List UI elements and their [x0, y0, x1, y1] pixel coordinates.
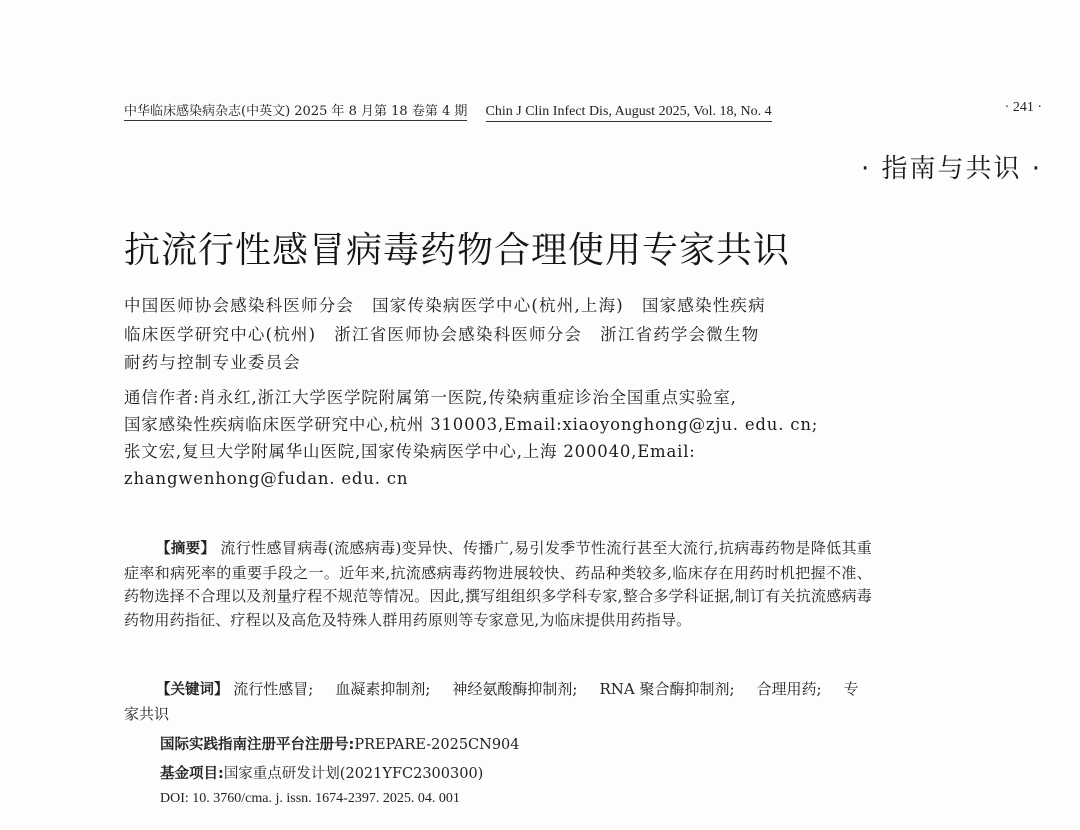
author-org: 国家传染病医学中心(杭州,上海) [372, 296, 624, 315]
correspondence-line: 张文宏,复旦大学附属华山医院,国家传染病医学中心,上海 200040,Email: [124, 442, 696, 461]
author-org: 浙江省医师协会感染科医师分会 [334, 324, 583, 344]
abstract-text: 流行性感冒病毒(流感病毒)变异快、传播广,易引发季节性流行甚至大流行,抗病毒药物是降低其重症率和病死率的重要手段之一。近年来,抗流感病毒药物进展较快、药品种类较多,临床存在用药时机把握不准、药物选择不合理以及剂量疗程不规范等情况。因此,撰写组组织多学科专家,整合多学科证据,制订有关抗流感病毒药物用药指征、疗程以及高危及特殊人群用药原则等专家意见,为临床提供用药指导。 [124, 539, 873, 629]
author-org: 浙江省药学会微生物 [600, 324, 760, 344]
correspondence-line: zhangwenhong@fudan. edu. cn [124, 469, 409, 488]
keyword: 专家共识 [124, 680, 859, 723]
article-title: 抗流行性感冒病毒药物合理使用专家共识 [124, 230, 791, 271]
journal-name-cn: 中华临床感染病杂志(中英文) 2025 年 8 月第 18 卷第 4 期 [124, 100, 467, 121]
registration-value: PREPARE-2025CN904 [354, 737, 520, 753]
registration-number [160, 733, 520, 754]
keyword: 血凝素抑制剂; [335, 680, 431, 698]
keyword: RNA 聚合酶抑制剂; [599, 680, 735, 698]
column-heading: · 指南与共识 · [860, 154, 1042, 184]
correspondence-block [124, 384, 876, 492]
keyword: 合理用药; [756, 680, 822, 698]
abstract-label: 【摘要】 [156, 541, 216, 557]
page-number: · 241 · [1004, 100, 1042, 115]
author-org: 临床医学研究中心(杭州) [124, 324, 317, 344]
registration-label: 国际实践指南注册平台注册号: [160, 737, 355, 753]
keyword: 神经氨酸酶抑制剂; [452, 680, 578, 698]
abstract [124, 537, 872, 632]
author-org: 国家感染性疾病 [641, 296, 766, 315]
correspondence-line: 通信作者:肖永红,浙江大学医学院附属第一医院,传染病重症诊治全国重点实验室, [124, 388, 737, 407]
author-affiliations [124, 292, 876, 378]
author-org: 中国医师协会感染科医师分会 [124, 296, 355, 315]
journal-name-en: Chin J Clin Infect Dis, August 2025, Vol. 18, No. 4 [486, 104, 772, 122]
correspondence-line: 国家感染性疾病临床医学研究中心,杭州 310003,Email:xiaoyonghong@zju. edu. cn; [124, 415, 819, 434]
fund-value: 国家重点研发计划(2021YFC2300300) [223, 766, 484, 782]
running-header [124, 100, 1042, 120]
author-org: 耐药与控制专业委员会 [124, 353, 301, 372]
keywords-label: 【关键词】 [156, 682, 229, 698]
keyword: 流行性感冒; [233, 680, 314, 698]
fund-label: 基金项目: [160, 766, 224, 782]
keywords [124, 677, 872, 726]
fund-project [160, 762, 483, 783]
doi: DOI: 10. 3760/cma. j. issn. 1674-2397. 2025. 04. 001 [160, 791, 460, 806]
